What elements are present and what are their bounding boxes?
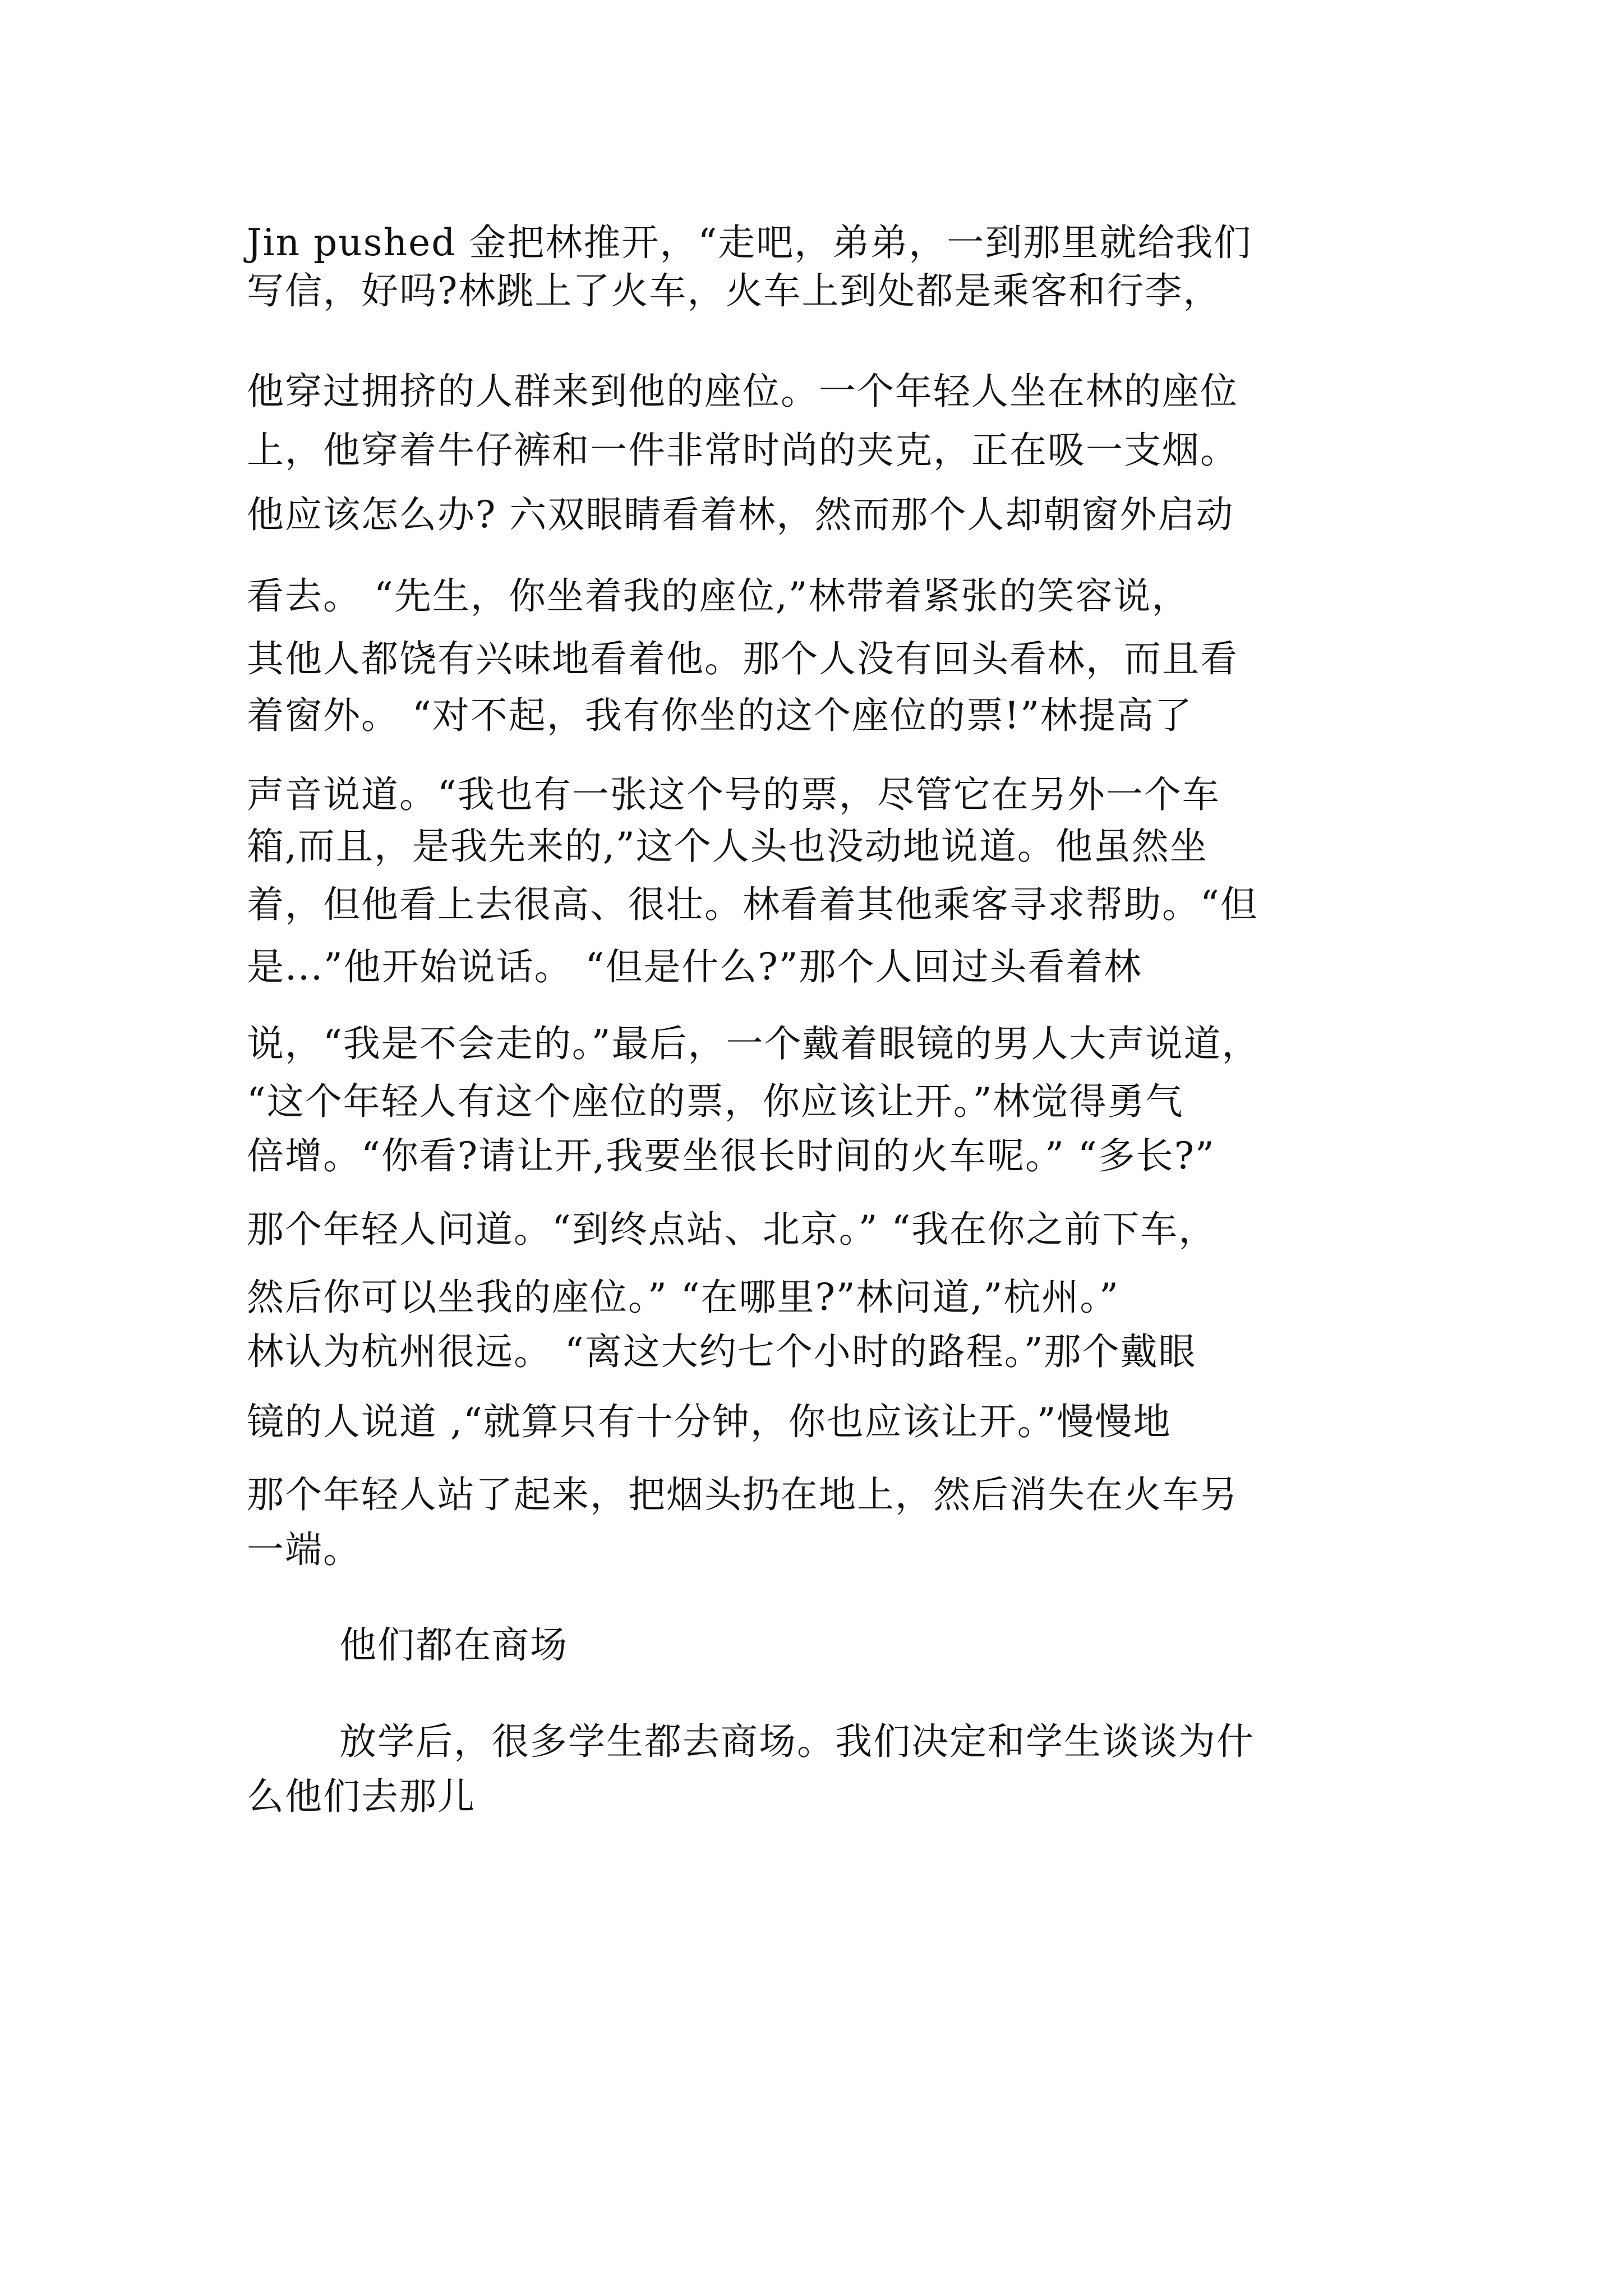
story-line: 镜的人说道 ,“就算只有十分钟，你也应该让开。”慢慢地 xyxy=(247,1400,1172,1443)
story-line: 箱,而且，是我先来的,”这个人头也没动地说道。他虽然坐 xyxy=(247,825,1208,868)
story-line: 是...”他开始说话。 “但是什么?”那个人回过头看着林 xyxy=(247,945,1142,988)
story-line: “这个年轻人有这个座位的票，你应该让开。”林觉得勇气 xyxy=(247,1080,1184,1123)
story-line: 一端。 xyxy=(247,1528,361,1571)
story-line: 那个年轻人问道。“到终点站、北京。” “我在你之前下车， xyxy=(247,1208,1217,1251)
story-line: 看去。 “先生，你坐着我的座位,”林带着紧张的笑容说， xyxy=(247,574,1190,618)
story-line: 上，他穿着牛仔裤和一件非常时尚的夹克，正在吸一支烟。 xyxy=(247,429,1238,472)
story-line: 写信，好吗?林跳上了火车，火车上到处都是乘客和行李， xyxy=(247,269,1221,312)
story-line: 着窗外。 “对不起，我有你坐的这个座位的票!”林提高了 xyxy=(247,694,1193,737)
story-line: 倍增。“你看?请让开,我要坐很长时间的火车呢。” “多长?” xyxy=(247,1134,1215,1177)
story-line: 着，但他看上去很高、很壮。林看着其他乘客寻求帮助。“但 xyxy=(247,883,1258,926)
story-line: Jin pushed 金把林推开，“走吧，弟弟，一到那里就给我们 xyxy=(247,221,1252,264)
story-line: 其他人都饶有兴味地看着他。那个人没有回头看林，而且看 xyxy=(247,637,1238,680)
story-line: 他应该怎么办? 六双眼睛看着林，然而那个人却朝窗外启动 xyxy=(247,493,1234,536)
story-line: 那个年轻人站了起来，把烟头扔在地上，然后消失在火车另 xyxy=(247,1473,1238,1516)
section-heading: 他们都在商场 xyxy=(339,1623,568,1667)
story-line: 林认为杭州很远。 “离这大约七个小时的路程。”那个戴眼 xyxy=(247,1330,1197,1373)
story-line: 他穿过拥挤的人群来到他的座位。一个年轻人坐在林的座位 xyxy=(247,370,1238,413)
section-paragraph-line: 么他们去那儿 xyxy=(247,1775,476,1818)
story-line: 说，“我是不会走的。”最后，一个戴着眼镜的男人大声说道， xyxy=(247,1022,1260,1065)
story-line: 声音说道。“我也有一张这个号的票，尽管它在另外一个车 xyxy=(247,773,1220,816)
story-line: 然后你可以坐我的座位。” “在哪里?”林问道,”杭州。” xyxy=(247,1276,1120,1319)
section-paragraph-line: 放学后，很多学生都去商场。我们决定和学生谈谈为什 xyxy=(339,1720,1255,1763)
